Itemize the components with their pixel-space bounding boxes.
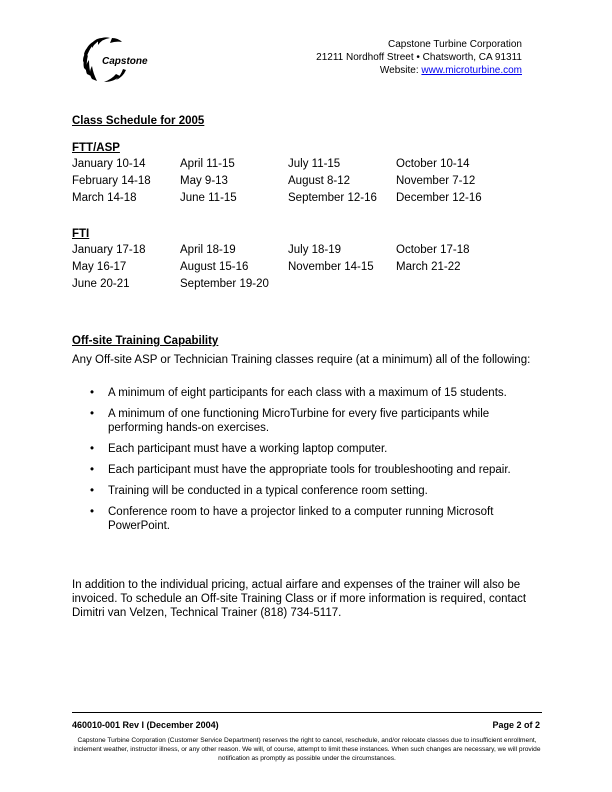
schedule-date: October 17-18 xyxy=(396,244,470,256)
list-item-text: Training will be conducted in a typical conference room setting. xyxy=(108,485,428,497)
schedule-date: November 7-12 xyxy=(396,175,476,187)
fti-heading: FTI xyxy=(72,228,90,240)
list-item xyxy=(72,386,542,400)
schedule-title: Class Schedule for 2005 xyxy=(72,115,205,127)
schedule-date: July 11-15 xyxy=(288,158,341,170)
schedule-date: July 18-19 xyxy=(288,244,342,256)
footer-divider xyxy=(72,712,542,713)
list-item xyxy=(72,505,542,533)
website-label: Website: xyxy=(379,65,422,76)
list-item xyxy=(72,442,542,456)
bullet-icon: • xyxy=(90,387,95,399)
table-row xyxy=(72,244,470,261)
capstone-logo xyxy=(76,34,156,86)
document-id: 460010-001 Rev I (December 2004) xyxy=(72,720,219,730)
requirements-list xyxy=(72,386,542,540)
offsite-title: Off-site Training Capability xyxy=(72,335,219,347)
company-info xyxy=(316,38,522,77)
fti-table xyxy=(72,244,470,295)
schedule-date: March 21-22 xyxy=(396,261,461,273)
schedule-date xyxy=(288,278,396,295)
schedule-date: August 8-12 xyxy=(288,175,351,187)
table-row xyxy=(72,278,470,295)
table-row xyxy=(72,175,482,192)
schedule-date: October 10-14 xyxy=(396,158,470,170)
schedule-date: May 16-17 xyxy=(72,261,127,273)
list-item xyxy=(72,463,542,477)
company-address: 21211 Nordhoff Street • Chatsworth, CA 91311 xyxy=(316,52,522,63)
schedule-date: June 20-21 xyxy=(72,278,130,290)
list-item-text: A minimum of one functioning MicroTurbine for every five participants while performing hands-on exercises. xyxy=(108,408,490,434)
schedule-date: January 17-18 xyxy=(72,244,146,256)
bullet-icon: • xyxy=(90,443,95,455)
offsite-intro: Any Off-site ASP or Technician Training classes require (at a minimum) all of the following: xyxy=(72,354,531,366)
bullet-icon: • xyxy=(90,408,95,420)
website-link[interactable]: www.microturbine.com xyxy=(421,65,522,76)
schedule-date: January 10-14 xyxy=(72,158,146,170)
svg-text:Capstone: Capstone xyxy=(102,56,148,67)
schedule-date: September 19-20 xyxy=(180,278,269,290)
schedule-date: November 14-15 xyxy=(288,261,374,273)
page-number: Page 2 of 2 xyxy=(492,720,540,730)
table-row xyxy=(72,261,470,278)
schedule-date: May 9-13 xyxy=(180,175,228,187)
footer-disclaimer: Capstone Turbine Corporation (Customer Service Department) reserves the right to cancel, reschedule, and/or relocate classes due to insufficient enrollment, inclement weather, instructor illness, or any other reason. We will, of course, attempt to limit these instances. When such changes are necessary, we will provide notification as promptly as possible under the circumstances. xyxy=(73,737,541,762)
bullet-icon: • xyxy=(90,464,95,476)
ftt-asp-heading: FTT/ASP xyxy=(72,142,120,154)
schedule-date: August 15-16 xyxy=(180,261,249,273)
schedule-date: April 11-15 xyxy=(180,158,235,170)
schedule-date: December 12-16 xyxy=(396,192,482,204)
offsite-closing: In addition to the individual pricing, actual airfare and expenses of the trainer will also be invoiced. To schedule an Off-site Training Class or if more information is required, contact Dimitri van Velzen, Technical Trainer (818) 734-5117. xyxy=(72,579,527,619)
list-item-text: Conference room to have a projector linked to a computer running Microsoft PowerPoint. xyxy=(108,506,494,532)
bullet-icon: • xyxy=(90,485,95,497)
company-name: Capstone Turbine Corporation xyxy=(388,39,522,50)
list-item xyxy=(72,484,542,498)
schedule-date: September 12-16 xyxy=(288,192,377,204)
table-row xyxy=(72,158,482,175)
list-item xyxy=(72,407,542,435)
list-item-text: A minimum of eight participants for each class with a maximum of 15 students. xyxy=(108,387,507,399)
bullet-icon: • xyxy=(90,506,95,518)
list-item-text: Each participant must have the appropriate tools for troubleshooting and repair. xyxy=(108,464,511,476)
list-item-text: Each participant must have a working laptop computer. xyxy=(108,443,388,455)
company-website xyxy=(316,64,522,77)
schedule-date: April 18-19 xyxy=(180,244,236,256)
schedule-date: March 14-18 xyxy=(72,192,137,204)
ftt-asp-table xyxy=(72,158,482,209)
table-row xyxy=(72,192,482,209)
schedule-date: February 14-18 xyxy=(72,175,151,187)
schedule-date xyxy=(396,278,470,295)
schedule-date: June 11-15 xyxy=(180,192,237,204)
capstone-logo-icon xyxy=(76,34,156,86)
